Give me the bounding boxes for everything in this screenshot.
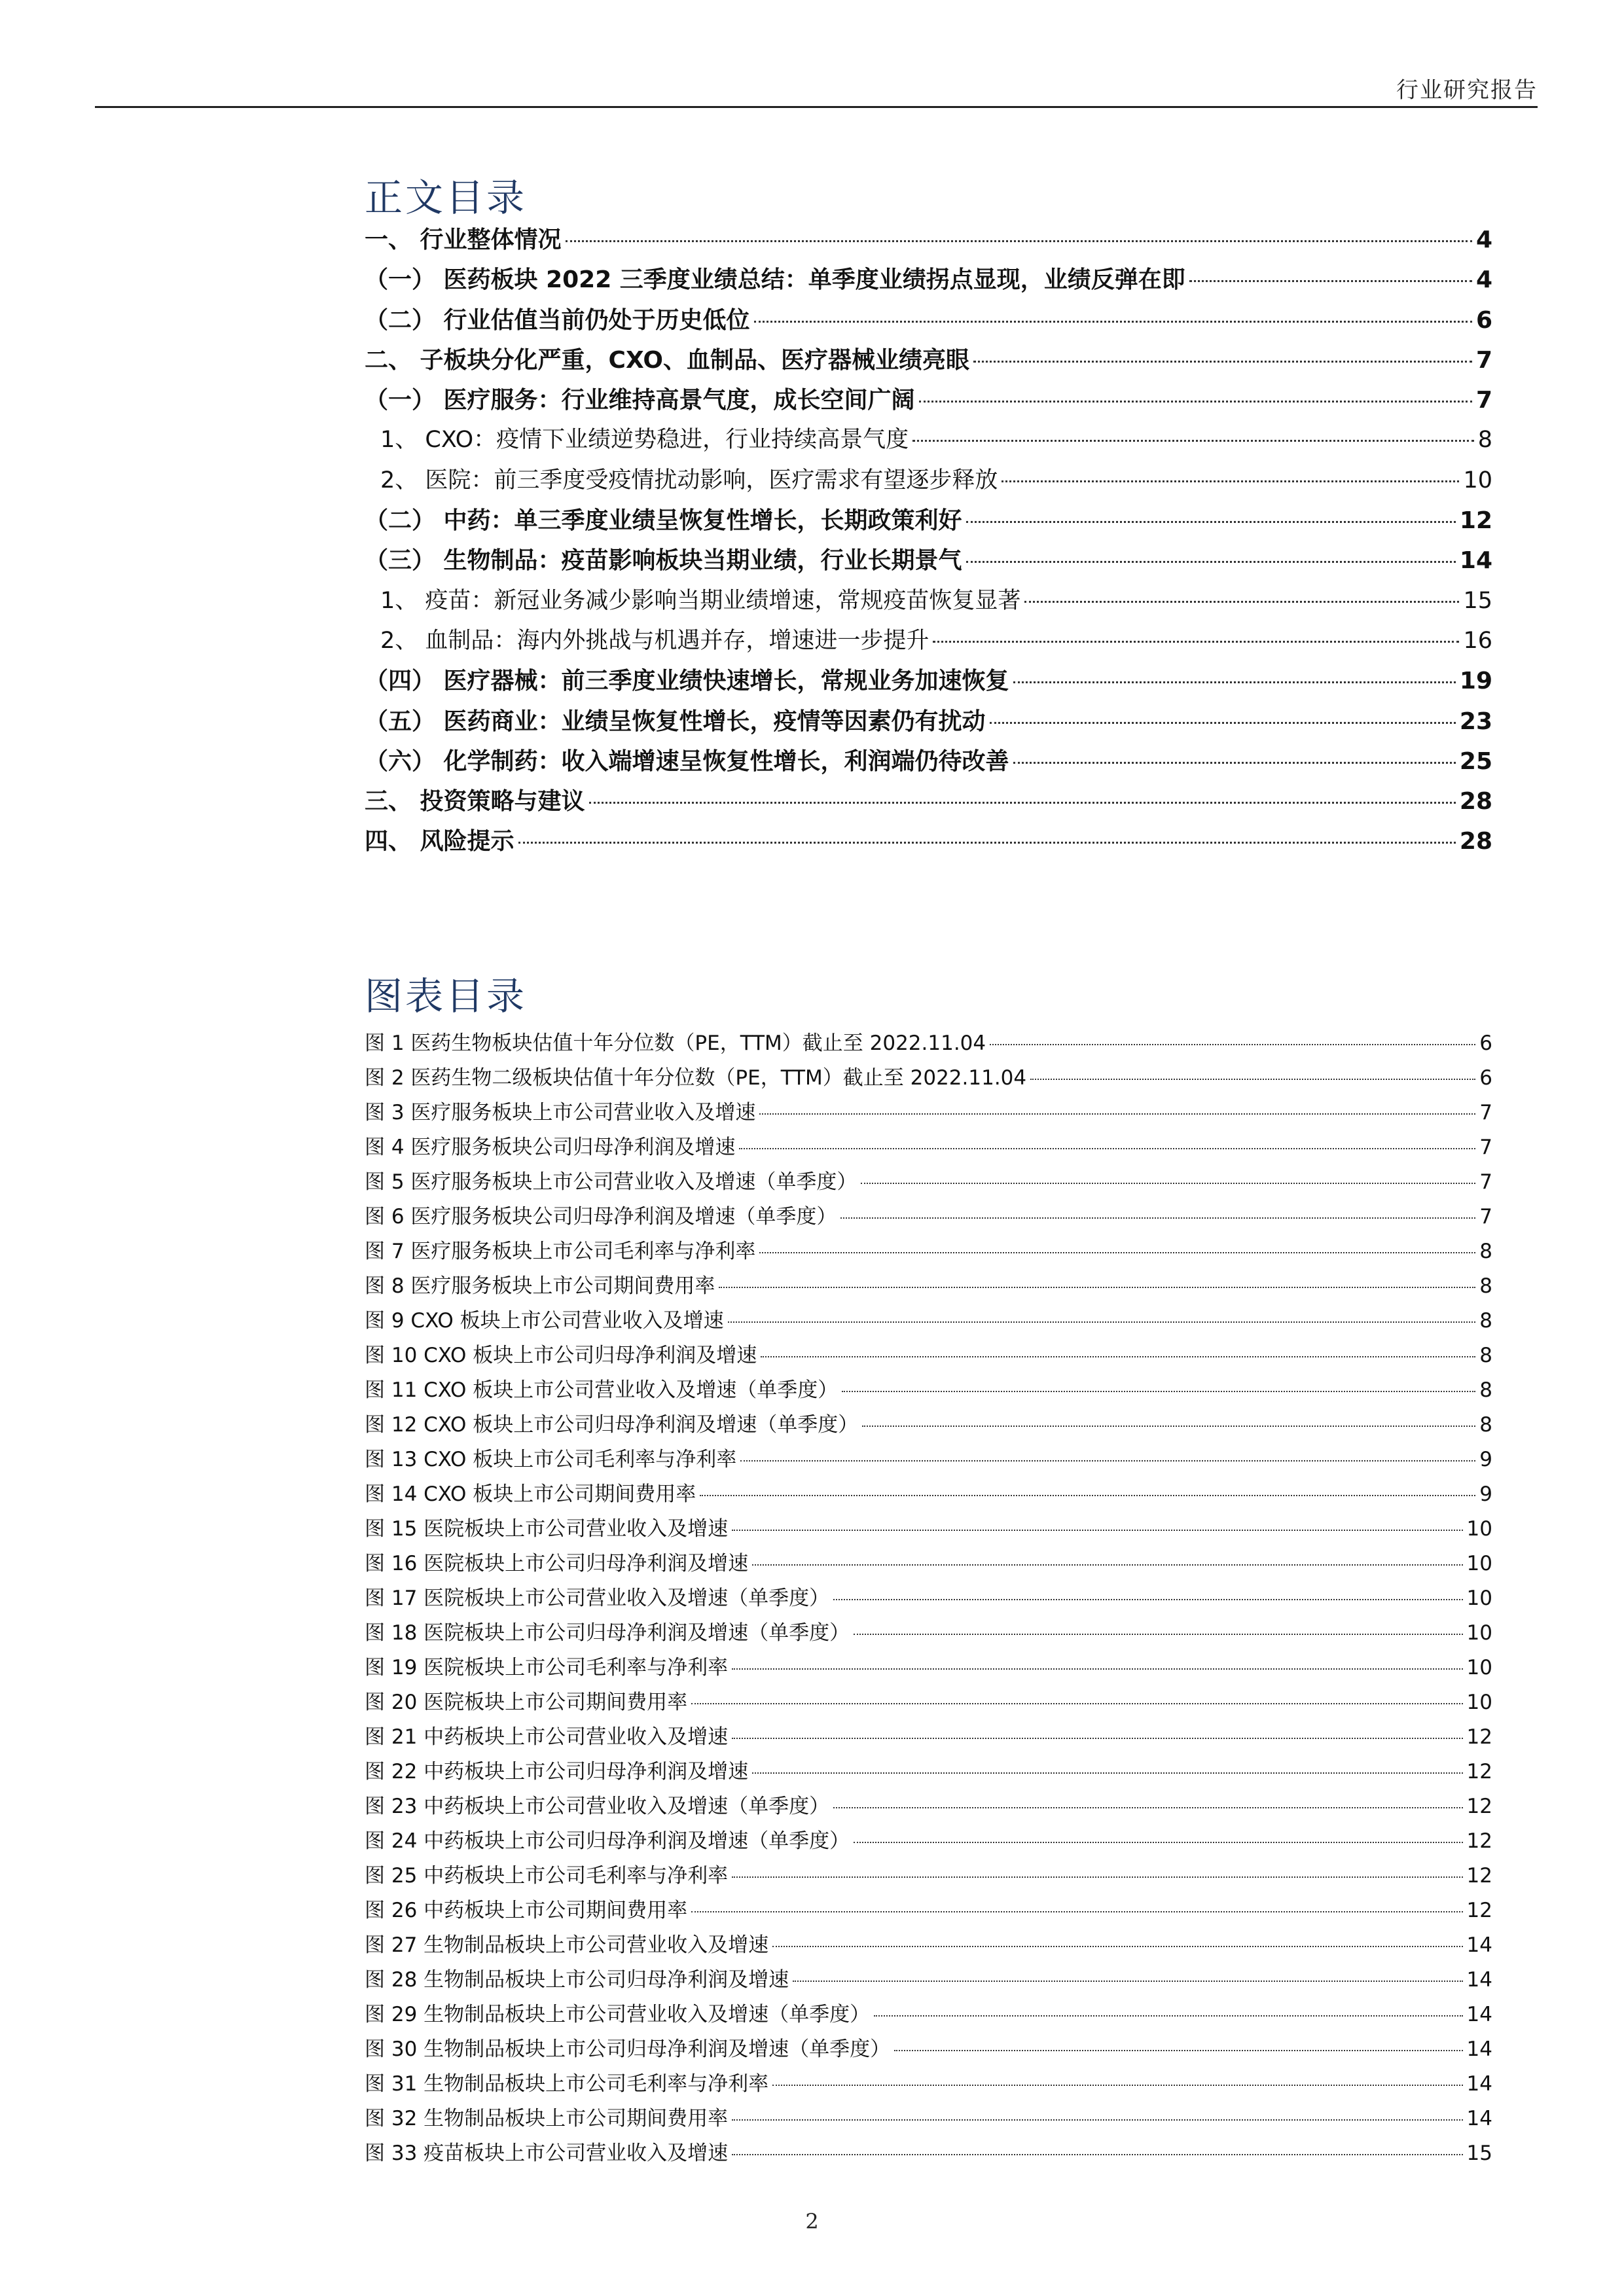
- dot-leader: [754, 321, 1472, 323]
- toc-page-number: 8: [1477, 427, 1492, 454]
- dot-leader: [874, 2015, 1462, 2017]
- toc-page-number: 9: [1479, 1448, 1492, 1471]
- dot-leader: [973, 361, 1472, 363]
- dot-leader: [732, 1668, 1462, 1670]
- toc-page-number: 12: [1466, 1725, 1492, 1749]
- toc-entry-title: 图 2 医药生物二级板块估值十年分位数（PE，TTM）截止至 2022.11.04: [365, 1066, 1027, 1090]
- main-toc-entry[interactable]: [365, 662, 1492, 702]
- figure-toc-entry[interactable]: [365, 1338, 1492, 1373]
- toc-page-number: 7: [1475, 387, 1492, 414]
- figure-toc-entry[interactable]: [365, 1720, 1492, 1755]
- figure-toc-entry[interactable]: [365, 1963, 1492, 1998]
- dot-leader: [833, 1807, 1462, 1808]
- toc-entry-title: 图 26 中药板块上市公司期间费用率: [365, 1899, 688, 1922]
- toc-page-number: 12: [1466, 1899, 1492, 1922]
- dot-leader: [732, 1530, 1462, 1531]
- dot-leader: [691, 1703, 1462, 1704]
- main-toc-list: [365, 221, 1492, 863]
- toc-entry-title: 二、 子板块分化严重，CXO、血制品、医疗器械业绩亮眼: [365, 346, 970, 374]
- dot-leader: [518, 842, 1456, 844]
- dot-leader: [1030, 1079, 1475, 1080]
- toc-entry-title: （五） 医药商业：业绩呈恢复性增长，疫情等因素仍有扰动: [365, 708, 986, 735]
- toc-page-number: 6: [1479, 1066, 1492, 1090]
- figure-toc-entry[interactable]: [365, 1096, 1492, 1130]
- dot-leader: [691, 1911, 1462, 1912]
- toc-entry-title: 2、 医院：前三季度受疫情扰动影响，医疗需求有望逐步释放: [380, 467, 998, 493]
- dot-leader: [772, 1946, 1462, 1947]
- toc-page-number: 7: [1479, 1205, 1492, 1229]
- dot-leader: [589, 802, 1456, 804]
- toc-entry-title: 图 24 中药板块上市公司归母净利润及增速（单季度）: [365, 1829, 850, 1853]
- dot-leader: [842, 1391, 1475, 1392]
- toc-entry-title: 四、 风险提示: [365, 828, 514, 855]
- figure-toc-entry[interactable]: [365, 1859, 1492, 1893]
- toc-page-number: 10: [1466, 1587, 1492, 1610]
- main-toc-entry[interactable]: [365, 783, 1492, 823]
- toc-entry-title: 图 21 中药板块上市公司营业收入及增速: [365, 1725, 729, 1749]
- toc-page-number: 14: [1466, 2072, 1492, 2096]
- main-toc-entry[interactable]: [365, 462, 1492, 502]
- toc-entry-title: 图 16 医院板块上市公司归母净利润及增速: [365, 1552, 749, 1575]
- figure-toc-entry[interactable]: [365, 1234, 1492, 1269]
- toc-page-number: 8: [1479, 1240, 1492, 1263]
- toc-entry-title: （一） 医药板块 2022 三季度业绩总结：单季度业绩拐点显现，业绩反弹在即: [365, 266, 1185, 294]
- toc-page-number: 12: [1466, 1795, 1492, 1818]
- main-toc-entry[interactable]: [365, 583, 1492, 622]
- dot-leader: [833, 1599, 1462, 1600]
- toc-entry-title: 图 7 医疗服务板块上市公司毛利率与净利率: [365, 1240, 756, 1263]
- toc-entry-title: 1、 CXO：疫情下业绩逆势稳进，行业持续高景气度: [380, 427, 909, 454]
- toc-page-number: 25: [1459, 747, 1492, 775]
- main-toc-entry[interactable]: [365, 743, 1492, 783]
- dot-leader: [752, 1564, 1462, 1566]
- toc-entry-title: 图 27 生物制品板块上市公司营业收入及增速: [365, 1933, 769, 1957]
- figure-toc-entry[interactable]: [365, 1477, 1492, 1512]
- toc-page-number: 8: [1479, 1413, 1492, 1437]
- toc-entry-title: 图 22 中药板块上市公司归母净利润及增速: [365, 1760, 749, 1784]
- figure-toc-entry[interactable]: [365, 1685, 1492, 1720]
- dot-leader: [732, 2119, 1462, 2121]
- figure-toc-entry[interactable]: [365, 1998, 1492, 2032]
- main-toc-entry[interactable]: [365, 302, 1492, 342]
- main-toc-entry[interactable]: [365, 261, 1492, 301]
- toc-page-number: 23: [1459, 708, 1492, 735]
- dot-leader: [1024, 601, 1459, 603]
- figure-toc-entry[interactable]: [365, 1789, 1492, 1824]
- toc-page-number: 16: [1463, 627, 1492, 654]
- toc-entry-title: （二） 行业估值当前仍处于历史低位: [365, 306, 750, 334]
- figure-toc-entry[interactable]: [365, 1443, 1492, 1477]
- figure-toc-entry[interactable]: [365, 1200, 1492, 1234]
- dot-leader: [990, 1044, 1475, 1045]
- dot-leader: [912, 440, 1474, 442]
- figure-toc-entry[interactable]: [365, 2067, 1492, 2102]
- dot-leader: [759, 1113, 1475, 1115]
- toc-entry-title: 图 8 医疗服务板块上市公司期间费用率: [365, 1274, 715, 1298]
- main-toc-entry[interactable]: [365, 342, 1492, 382]
- toc-page-number: 14: [1466, 1933, 1492, 1957]
- figure-toc-entry[interactable]: [365, 2102, 1492, 2136]
- toc-page-number: 4: [1475, 266, 1492, 294]
- figure-toc-entry[interactable]: [365, 1373, 1492, 1408]
- toc-entry-title: 三、 投资策略与建议: [365, 788, 585, 816]
- dot-leader: [732, 1738, 1462, 1739]
- toc-entry-title: 图 32 生物制品板块上市公司期间费用率: [365, 2107, 729, 2130]
- toc-page-number: 10: [1466, 1517, 1492, 1541]
- dot-leader: [759, 1252, 1475, 1253]
- toc-page-number: 10: [1466, 1621, 1492, 1645]
- toc-entry-title: （四） 医疗器械：前三季度业绩快速增长，常规业务加速恢复: [365, 668, 1009, 695]
- figure-toc-entry[interactable]: [365, 1512, 1492, 1547]
- dot-leader: [933, 641, 1459, 643]
- figure-toc-entry[interactable]: [365, 2136, 1492, 2171]
- toc-entry-title: 图 29 生物制品板块上市公司营业收入及增速（单季度）: [365, 2003, 871, 2026]
- toc-entry-title: 图 3 医疗服务板块上市公司营业收入及增速: [365, 1101, 756, 1124]
- toc-page-number: 15: [1463, 587, 1492, 614]
- toc-entry-title: 图 11 CXO 板块上市公司营业收入及增速（单季度）: [365, 1378, 839, 1402]
- dot-leader: [793, 1981, 1462, 1982]
- main-toc-entry[interactable]: [365, 422, 1492, 461]
- dot-leader: [966, 561, 1456, 563]
- dot-leader: [700, 1495, 1475, 1496]
- toc-page-number: 14: [1466, 2003, 1492, 2026]
- toc-entry-title: 图 6 医疗服务板块公司归母净利润及增速（单季度）: [365, 1205, 837, 1229]
- toc-page-number: 7: [1479, 1136, 1492, 1159]
- figure-toc-entry[interactable]: [365, 1755, 1492, 1789]
- dot-leader: [739, 1148, 1475, 1149]
- toc-entry-title: 图 20 医院板块上市公司期间费用率: [365, 1691, 688, 1714]
- dot-leader: [732, 2154, 1462, 2155]
- figure-toc-list: [365, 1026, 1492, 2171]
- figure-toc-entry[interactable]: [365, 1304, 1492, 1338]
- toc-entry-title: 图 9 CXO 板块上市公司营业收入及增速: [365, 1309, 724, 1333]
- dot-leader: [861, 1183, 1475, 1184]
- toc-page-number: 19: [1459, 668, 1492, 695]
- main-toc-entry[interactable]: [365, 703, 1492, 743]
- figure-toc-entry[interactable]: [365, 1408, 1492, 1443]
- toc-entry-title: 图 17 医院板块上市公司营业收入及增速（单季度）: [365, 1587, 830, 1610]
- dot-leader: [990, 722, 1456, 724]
- toc-page-number: 14: [1459, 547, 1492, 575]
- dot-leader: [854, 1842, 1462, 1843]
- figure-toc-entry[interactable]: [365, 1581, 1492, 1616]
- dot-leader: [854, 1634, 1462, 1635]
- toc-page-number: 8: [1479, 1274, 1492, 1298]
- figure-toc-entry[interactable]: [365, 1824, 1492, 1859]
- toc-page-number: 10: [1466, 1656, 1492, 1679]
- figure-toc-entry[interactable]: [365, 1269, 1492, 1304]
- toc-entry-title: 图 33 疫苗板块上市公司营业收入及增速: [365, 2142, 729, 2165]
- main-toc-entry[interactable]: [365, 502, 1492, 542]
- header-divider: [95, 106, 1538, 108]
- toc-page-number: 10: [1463, 467, 1492, 493]
- toc-entry-title: （一） 医疗服务：行业维持高景气度，成长空间广阔: [365, 387, 915, 414]
- toc-entry-title: 图 1 医药生物板块估值十年分位数（PE，TTM）截止至 2022.11.04: [365, 1031, 986, 1055]
- dot-leader: [966, 521, 1456, 523]
- toc-page-number: 8: [1479, 1378, 1492, 1402]
- dot-leader: [1013, 762, 1456, 764]
- main-toc-entry[interactable]: [365, 542, 1492, 582]
- dot-leader: [919, 401, 1472, 403]
- toc-entry-title: 图 14 CXO 板块上市公司期间费用率: [365, 1482, 696, 1506]
- toc-entry-title: （六） 化学制药：收入端增速呈恢复性增长，利润端仍待改善: [365, 747, 1009, 775]
- toc-entry-title: 图 28 生物制品板块上市公司归母净利润及增速: [365, 1968, 789, 1992]
- dot-leader: [732, 1876, 1462, 1878]
- dot-leader: [719, 1287, 1475, 1288]
- toc-entry-title: 图 13 CXO 板块上市公司毛利率与净利率: [365, 1448, 737, 1471]
- toc-page-number: 12: [1466, 1864, 1492, 1888]
- figure-toc-entry[interactable]: [365, 2032, 1492, 2067]
- dot-leader: [840, 1217, 1475, 1219]
- figure-toc-entry[interactable]: [365, 1026, 1492, 1061]
- toc-page-number: 4: [1475, 226, 1492, 253]
- dot-leader: [761, 1356, 1475, 1357]
- toc-page-number: 8: [1479, 1309, 1492, 1333]
- figure-toc-entry[interactable]: [365, 1651, 1492, 1685]
- dot-leader: [772, 2085, 1462, 2086]
- report-type-header: 行业研究报告: [1396, 77, 1538, 103]
- toc-page-number: 14: [1466, 1968, 1492, 1992]
- toc-entry-title: 图 30 生物制品板块上市公司归母净利润及增速（单季度）: [365, 2037, 891, 2061]
- main-toc-title: 正文目录: [365, 175, 528, 220]
- figure-toc-entry[interactable]: [365, 1547, 1492, 1581]
- toc-entry-title: 图 25 中药板块上市公司毛利率与净利率: [365, 1864, 729, 1888]
- toc-entry-title: 图 19 医院板块上市公司毛利率与净利率: [365, 1656, 729, 1679]
- toc-page-number: 15: [1466, 2142, 1492, 2165]
- toc-entry-title: 图 15 医院板块上市公司营业收入及增速: [365, 1517, 729, 1541]
- figure-toc-entry[interactable]: [365, 1061, 1492, 1096]
- toc-entry-title: 图 5 医疗服务板块上市公司营业收入及增速（单季度）: [365, 1170, 857, 1194]
- toc-page-number: 14: [1466, 2107, 1492, 2130]
- figure-toc-entry[interactable]: [365, 1130, 1492, 1165]
- toc-page-number: 28: [1459, 788, 1492, 816]
- dot-leader: [1013, 681, 1456, 683]
- main-toc-entry[interactable]: [365, 823, 1492, 863]
- main-toc-entry[interactable]: [365, 382, 1492, 422]
- figure-toc-entry[interactable]: [365, 1165, 1492, 1200]
- dot-leader: [1189, 280, 1472, 282]
- toc-page-number: 10: [1466, 1691, 1492, 1714]
- toc-page-number: 12: [1459, 507, 1492, 535]
- figure-toc-entry[interactable]: [365, 1928, 1492, 1963]
- toc-entry-title: 图 4 医疗服务板块公司归母净利润及增速: [365, 1136, 736, 1159]
- page-number: 2: [805, 2209, 819, 2234]
- main-toc-entry[interactable]: [365, 221, 1492, 261]
- dot-leader: [894, 2050, 1462, 2051]
- dot-leader: [740, 1460, 1475, 1462]
- toc-entry-title: 一、 行业整体情况: [365, 226, 562, 253]
- toc-page-number: 8: [1479, 1344, 1492, 1367]
- dot-leader: [752, 1772, 1462, 1774]
- toc-entry-title: 图 31 生物制品板块上市公司毛利率与净利率: [365, 2072, 769, 2096]
- toc-page-number: 9: [1479, 1482, 1492, 1506]
- dot-leader: [728, 1321, 1476, 1323]
- toc-entry-title: 图 23 中药板块上市公司营业收入及增速（单季度）: [365, 1795, 830, 1818]
- toc-entry-title: （三） 生物制品：疫苗影响板块当期业绩，行业长期景气: [365, 547, 962, 575]
- dot-leader: [1001, 480, 1459, 482]
- toc-page-number: 7: [1479, 1170, 1492, 1194]
- dot-leader: [566, 240, 1472, 242]
- main-toc-entry[interactable]: [365, 622, 1492, 662]
- toc-entry-title: 图 18 医院板块上市公司归母净利润及增速（单季度）: [365, 1621, 850, 1645]
- figure-toc-entry[interactable]: [365, 1893, 1492, 1928]
- toc-page-number: 7: [1479, 1101, 1492, 1124]
- toc-entry-title: 图 10 CXO 板块上市公司归母净利润及增速: [365, 1344, 757, 1367]
- toc-entry-title: （二） 中药：单三季度业绩呈恢复性增长，长期政策利好: [365, 507, 962, 535]
- toc-page-number: 6: [1479, 1031, 1492, 1055]
- toc-entry-title: 图 12 CXO 板块上市公司归母净利润及增速（单季度）: [365, 1413, 859, 1437]
- toc-page-number: 6: [1475, 306, 1492, 334]
- toc-page-number: 7: [1475, 346, 1492, 374]
- toc-page-number: 10: [1466, 1552, 1492, 1575]
- toc-page-number: 14: [1466, 2037, 1492, 2061]
- dot-leader: [862, 1426, 1475, 1427]
- toc-page-number: 28: [1459, 828, 1492, 855]
- toc-page-number: 12: [1466, 1829, 1492, 1853]
- toc-entry-title: 2、 血制品：海内外挑战与机遇并存，增速进一步提升: [380, 627, 929, 654]
- toc-page-number: 12: [1466, 1760, 1492, 1784]
- figure-toc-title: 图表目录: [365, 974, 528, 1018]
- toc-entry-title: 1、 疫苗：新冠业务减少影响当期业绩增速，常规疫苗恢复显著: [380, 587, 1021, 614]
- figure-toc-entry[interactable]: [365, 1616, 1492, 1651]
